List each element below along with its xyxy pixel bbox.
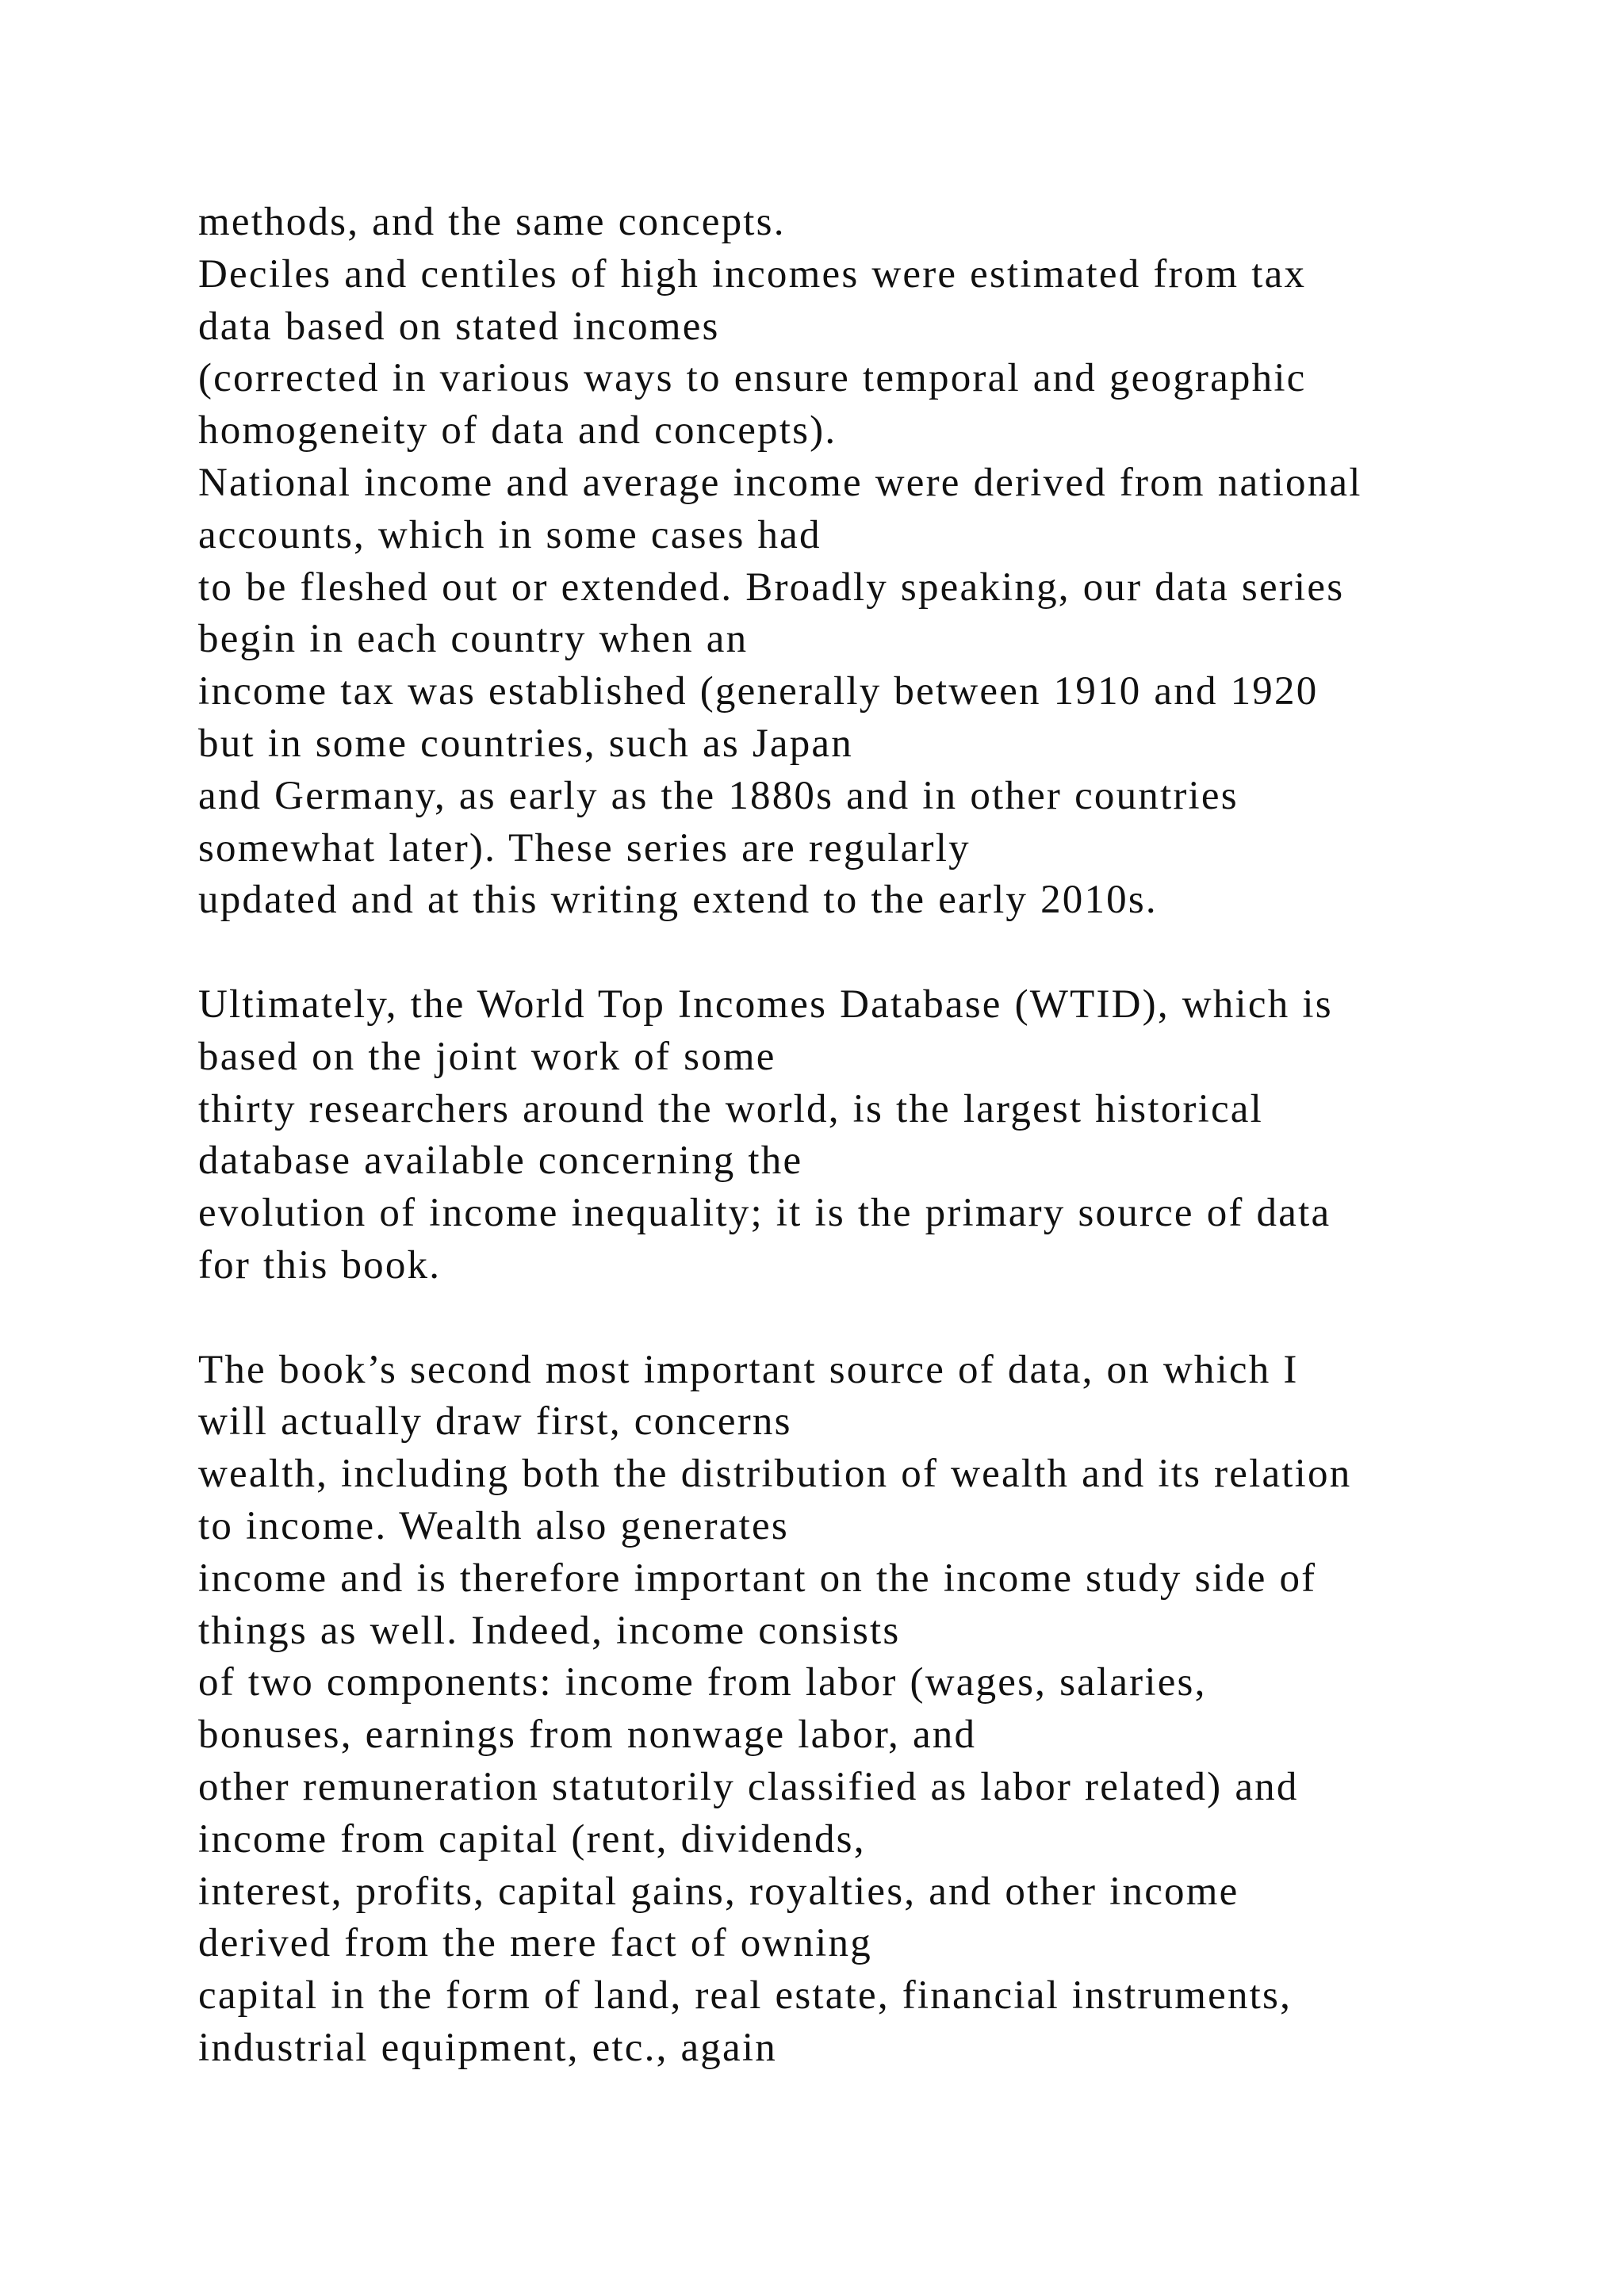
- text-line: to be fleshed out or extended. Broadly speaking, our data series: [198, 564, 1345, 610]
- paragraph-gap: [198, 927, 1562, 979]
- paragraph-3: [198, 1345, 1562, 2075]
- paragraph-2: [198, 979, 1562, 1292]
- text-line: and Germany, as early as the 1880s and in other countries: [198, 773, 1239, 818]
- paragraph-gap: [198, 1292, 1562, 1345]
- text-line: will actually draw first, concerns: [198, 1399, 792, 1445]
- text-line: wealth, including both the distribution of wealth and its relation: [198, 1452, 1352, 1497]
- text-line: based on the joint work of some: [198, 1034, 776, 1079]
- text-line: methods, and the same concepts.: [198, 200, 786, 244]
- text-line: derived from the mere fact of owning: [198, 1921, 872, 1966]
- text-line: accounts, which in some cases had: [198, 512, 822, 557]
- text-line: begin in each country when an: [198, 617, 749, 662]
- text-line: Deciles and centiles of high incomes were estimated from tax: [198, 251, 1307, 297]
- text-line: for this book.: [198, 1242, 442, 1288]
- text-line: capital in the form of land, real estate, financial instruments,: [198, 1973, 1293, 2019]
- text-line: thirty researchers around the world, is the largest historical: [198, 1086, 1263, 1131]
- text-line: but in some countries, such as Japan: [198, 721, 853, 766]
- text-line: income and is therefore important on the income study side of: [198, 1556, 1317, 1601]
- text-line: (corrected in various ways to ensure temporal and geographic: [198, 356, 1307, 401]
- text-line: industrial equipment, etc., again: [198, 2025, 777, 2070]
- paragraph-1: [198, 197, 1562, 927]
- text-line: Ultimately, the World Top Incomes Database (WTID), which is: [198, 982, 1333, 1027]
- text-line: income tax was established (generally between 1910 and 1920: [198, 669, 1319, 714]
- text-line: things as well. Indeed, income consists: [198, 1608, 901, 1653]
- text-line: National income and average income were derived from national: [198, 460, 1362, 505]
- text-line: other remuneration statutorily classified as labor related) and: [198, 1764, 1299, 1809]
- document-body: [198, 197, 1562, 2075]
- text-line: income from capital (rent, dividends,: [198, 1816, 866, 1862]
- text-line: The book’s second most important source of data, on which I: [198, 1347, 1299, 1392]
- text-line: database available concerning the: [198, 1138, 803, 1184]
- text-line: of two components: income from labor (wages, salaries,: [198, 1660, 1207, 1705]
- text-line: homogeneity of data and concepts).: [198, 408, 837, 453]
- text-line: somewhat later). These series are regularly: [198, 825, 971, 871]
- text-line: evolution of income inequality; it is the primary source of data: [198, 1191, 1331, 1236]
- text-line: interest, profits, capital gains, royalties, and other income: [198, 1869, 1239, 1914]
- text-line: to income. Wealth also generates: [198, 1503, 789, 1548]
- text-line: bonuses, earnings from nonwage labor, and: [198, 1712, 977, 1758]
- text-line: data based on stated incomes: [198, 304, 720, 349]
- text-line: updated and at this writing extend to the early 2010s.: [198, 878, 1158, 923]
